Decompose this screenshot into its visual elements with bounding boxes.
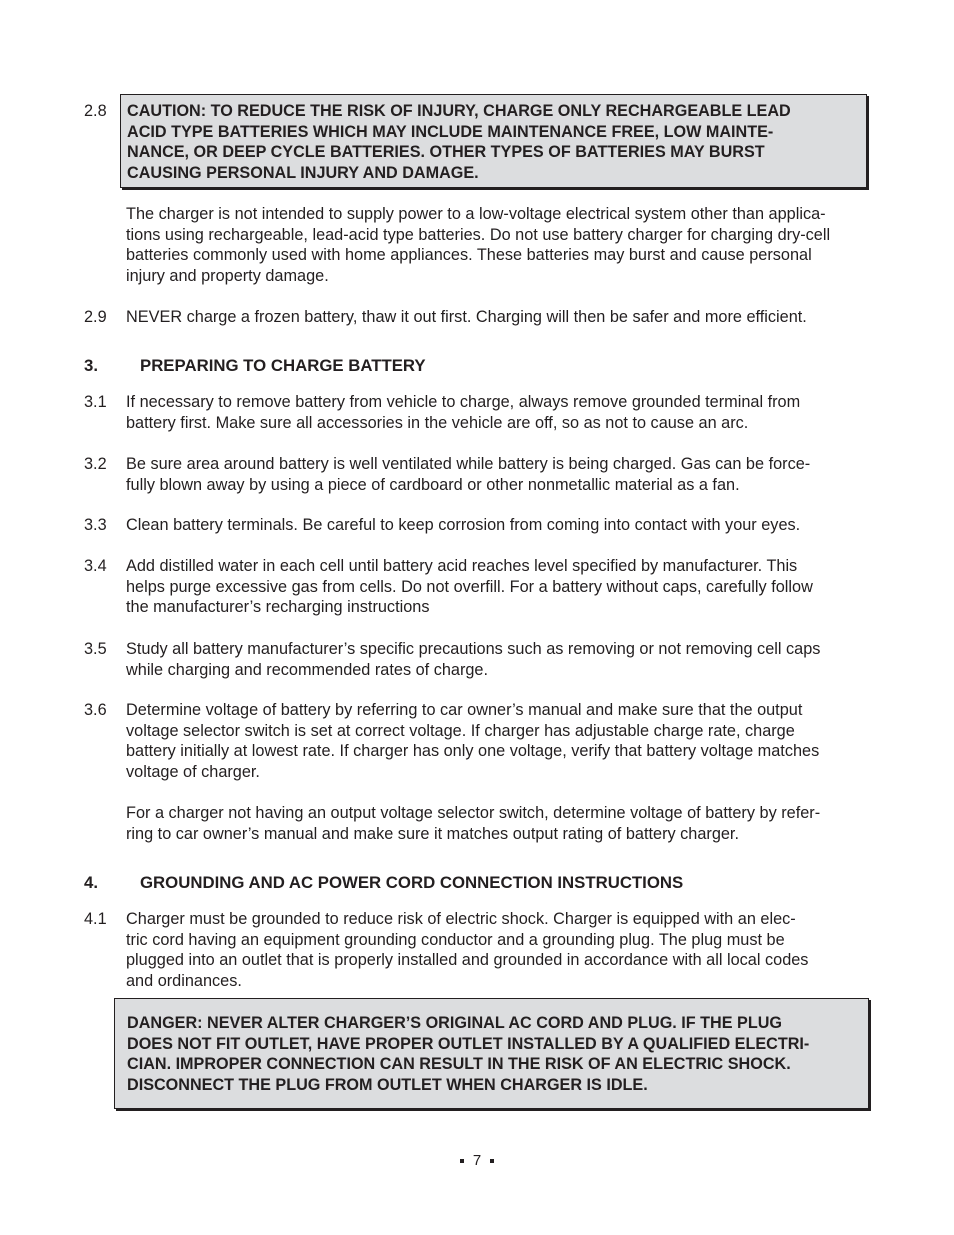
- bullet-square-icon: [490, 1159, 494, 1163]
- paragraph-line: injury and property damage.: [126, 266, 329, 285]
- paragraph-line: voltage selector switch is set at correct voltage. If charger has adjustable charge rate, charge: [126, 721, 795, 740]
- item-number-4-1: 4.1: [84, 910, 107, 928]
- danger-line: DANGER: NEVER ALTER CHARGER’S ORIGINAL AC CORD AND PLUG. IF THE PLUG: [127, 1014, 783, 1032]
- danger-line: CIAN. IMPROPER CONNECTION CAN RESULT IN THE RISK OF AN ELECTRIC SHOCK.: [127, 1055, 791, 1073]
- danger-line: DOES NOT FIT OUTLET, HAVE PROPER OUTLET INSTALLED BY A QUALIFIED ELECTRI-: [127, 1034, 810, 1053]
- page-footer: [0, 1152, 954, 1169]
- item-number-3-2: 3.2: [84, 455, 107, 473]
- danger-box: [114, 998, 869, 1109]
- paragraph-line: the manufacturer’s recharging instructions: [126, 598, 430, 616]
- item-number-3-6: 3.6: [84, 701, 107, 719]
- paragraph-line: Study all battery manufacturer’s specific precautions such as removing or not removing cell caps: [126, 640, 821, 658]
- section-number-4: 4.: [84, 873, 98, 892]
- paragraph-line: fully blown away by using a piece of cardboard or other nonmetallic material as a fan.: [126, 475, 740, 494]
- paragraph-line: while charging and recommended rates of charge.: [126, 660, 489, 679]
- caution-line: NANCE, OR DEEP CYCLE BATTERIES. OTHER TYPES OF BATTERIES MAY BURST: [127, 143, 765, 161]
- item-number-3-5: 3.5: [84, 640, 107, 658]
- paragraph-line: Clean battery terminals. Be careful to keep corrosion from coming into contact with your eyes.: [126, 516, 801, 534]
- paragraph-line: Add distilled water in each cell until battery acid reaches level specified by manufacturer. This: [126, 557, 798, 575]
- item-number-3-3: 3.3: [84, 516, 107, 534]
- paragraph-line: battery first. Make sure all accessories in the vehicle are off, so as not to cause an arc.: [126, 413, 749, 432]
- paragraph-line: Be sure area around battery is well ventilated while battery is being charged. Gas can be force-: [126, 455, 811, 473]
- paragraph-line: plugged into an outlet that is properly installed and grounded in accordance with all local codes: [126, 951, 809, 969]
- paragraph-line: ring to car owner’s manual and make sure it matches output rating of battery charger.: [126, 824, 739, 843]
- section-title-3: PREPARING TO CHARGE BATTERY: [140, 356, 426, 375]
- section-title-4: GROUNDING AND AC POWER CORD CONNECTION INSTRUCTIONS: [140, 873, 684, 892]
- caution-line: CAUTION: TO REDUCE THE RISK OF INJURY, CHARGE ONLY RECHARGEABLE LEAD: [127, 102, 791, 120]
- paragraph-line: Charger must be grounded to reduce risk of electric shock. Charger is equipped with an elec-: [126, 910, 796, 928]
- paragraph-line: Determine voltage of battery by referring to car owner’s manual and make sure that the output: [126, 701, 803, 719]
- paragraph-line: voltage of charger.: [126, 762, 260, 781]
- danger-line: DISCONNECT THE PLUG FROM OUTLET WHEN CHARGER IS IDLE.: [127, 1075, 648, 1094]
- paragraph-line: tric cord having an equipment grounding conductor and a grounding plug. The plug must be: [126, 930, 785, 949]
- item-number-2-9: 2.9: [84, 308, 107, 326]
- paragraph-line: batteries commonly used with home appliances. These batteries may burst and cause personal: [126, 246, 812, 264]
- caution-box: [120, 94, 867, 188]
- item-number-2-8: 2.8: [84, 102, 107, 120]
- paragraph-line: For a charger not having an output voltage selector switch, determine voltage of battery by refer-: [126, 804, 821, 822]
- section-number-3: 3.: [84, 356, 98, 375]
- caution-line: CAUSING PERSONAL INJURY AND DAMAGE.: [127, 163, 479, 182]
- paragraph-line: The charger is not intended to supply power to a low-voltage electrical system other than applica-: [126, 205, 826, 223]
- item-number-3-1: 3.1: [84, 393, 107, 411]
- item-number-3-4: 3.4: [84, 557, 107, 575]
- paragraph-line: battery initially at lowest rate. If charger has only one voltage, verify that battery voltage matches: [126, 742, 820, 760]
- page-number: 7: [472, 1152, 482, 1169]
- paragraph-line: helps purge excessive gas from cells. Do not overfill. For a battery without caps, carefully follow: [126, 577, 813, 596]
- paragraph-line: If necessary to remove battery from vehicle to charge, always remove grounded terminal from: [126, 393, 801, 411]
- paragraph-line: NEVER charge a frozen battery, thaw it out first. Charging will then be safer and more efficient.: [126, 308, 807, 326]
- bullet-square-icon: [460, 1159, 464, 1163]
- paragraph-line: and ordinances.: [126, 971, 242, 990]
- caution-line: ACID TYPE BATTERIES WHICH MAY INCLUDE MAINTENANCE FREE, LOW MAINTE-: [127, 122, 774, 141]
- paragraph-line: tions using rechargeable, lead-acid type batteries. Do not use battery charger for charging dry-cell: [126, 225, 831, 244]
